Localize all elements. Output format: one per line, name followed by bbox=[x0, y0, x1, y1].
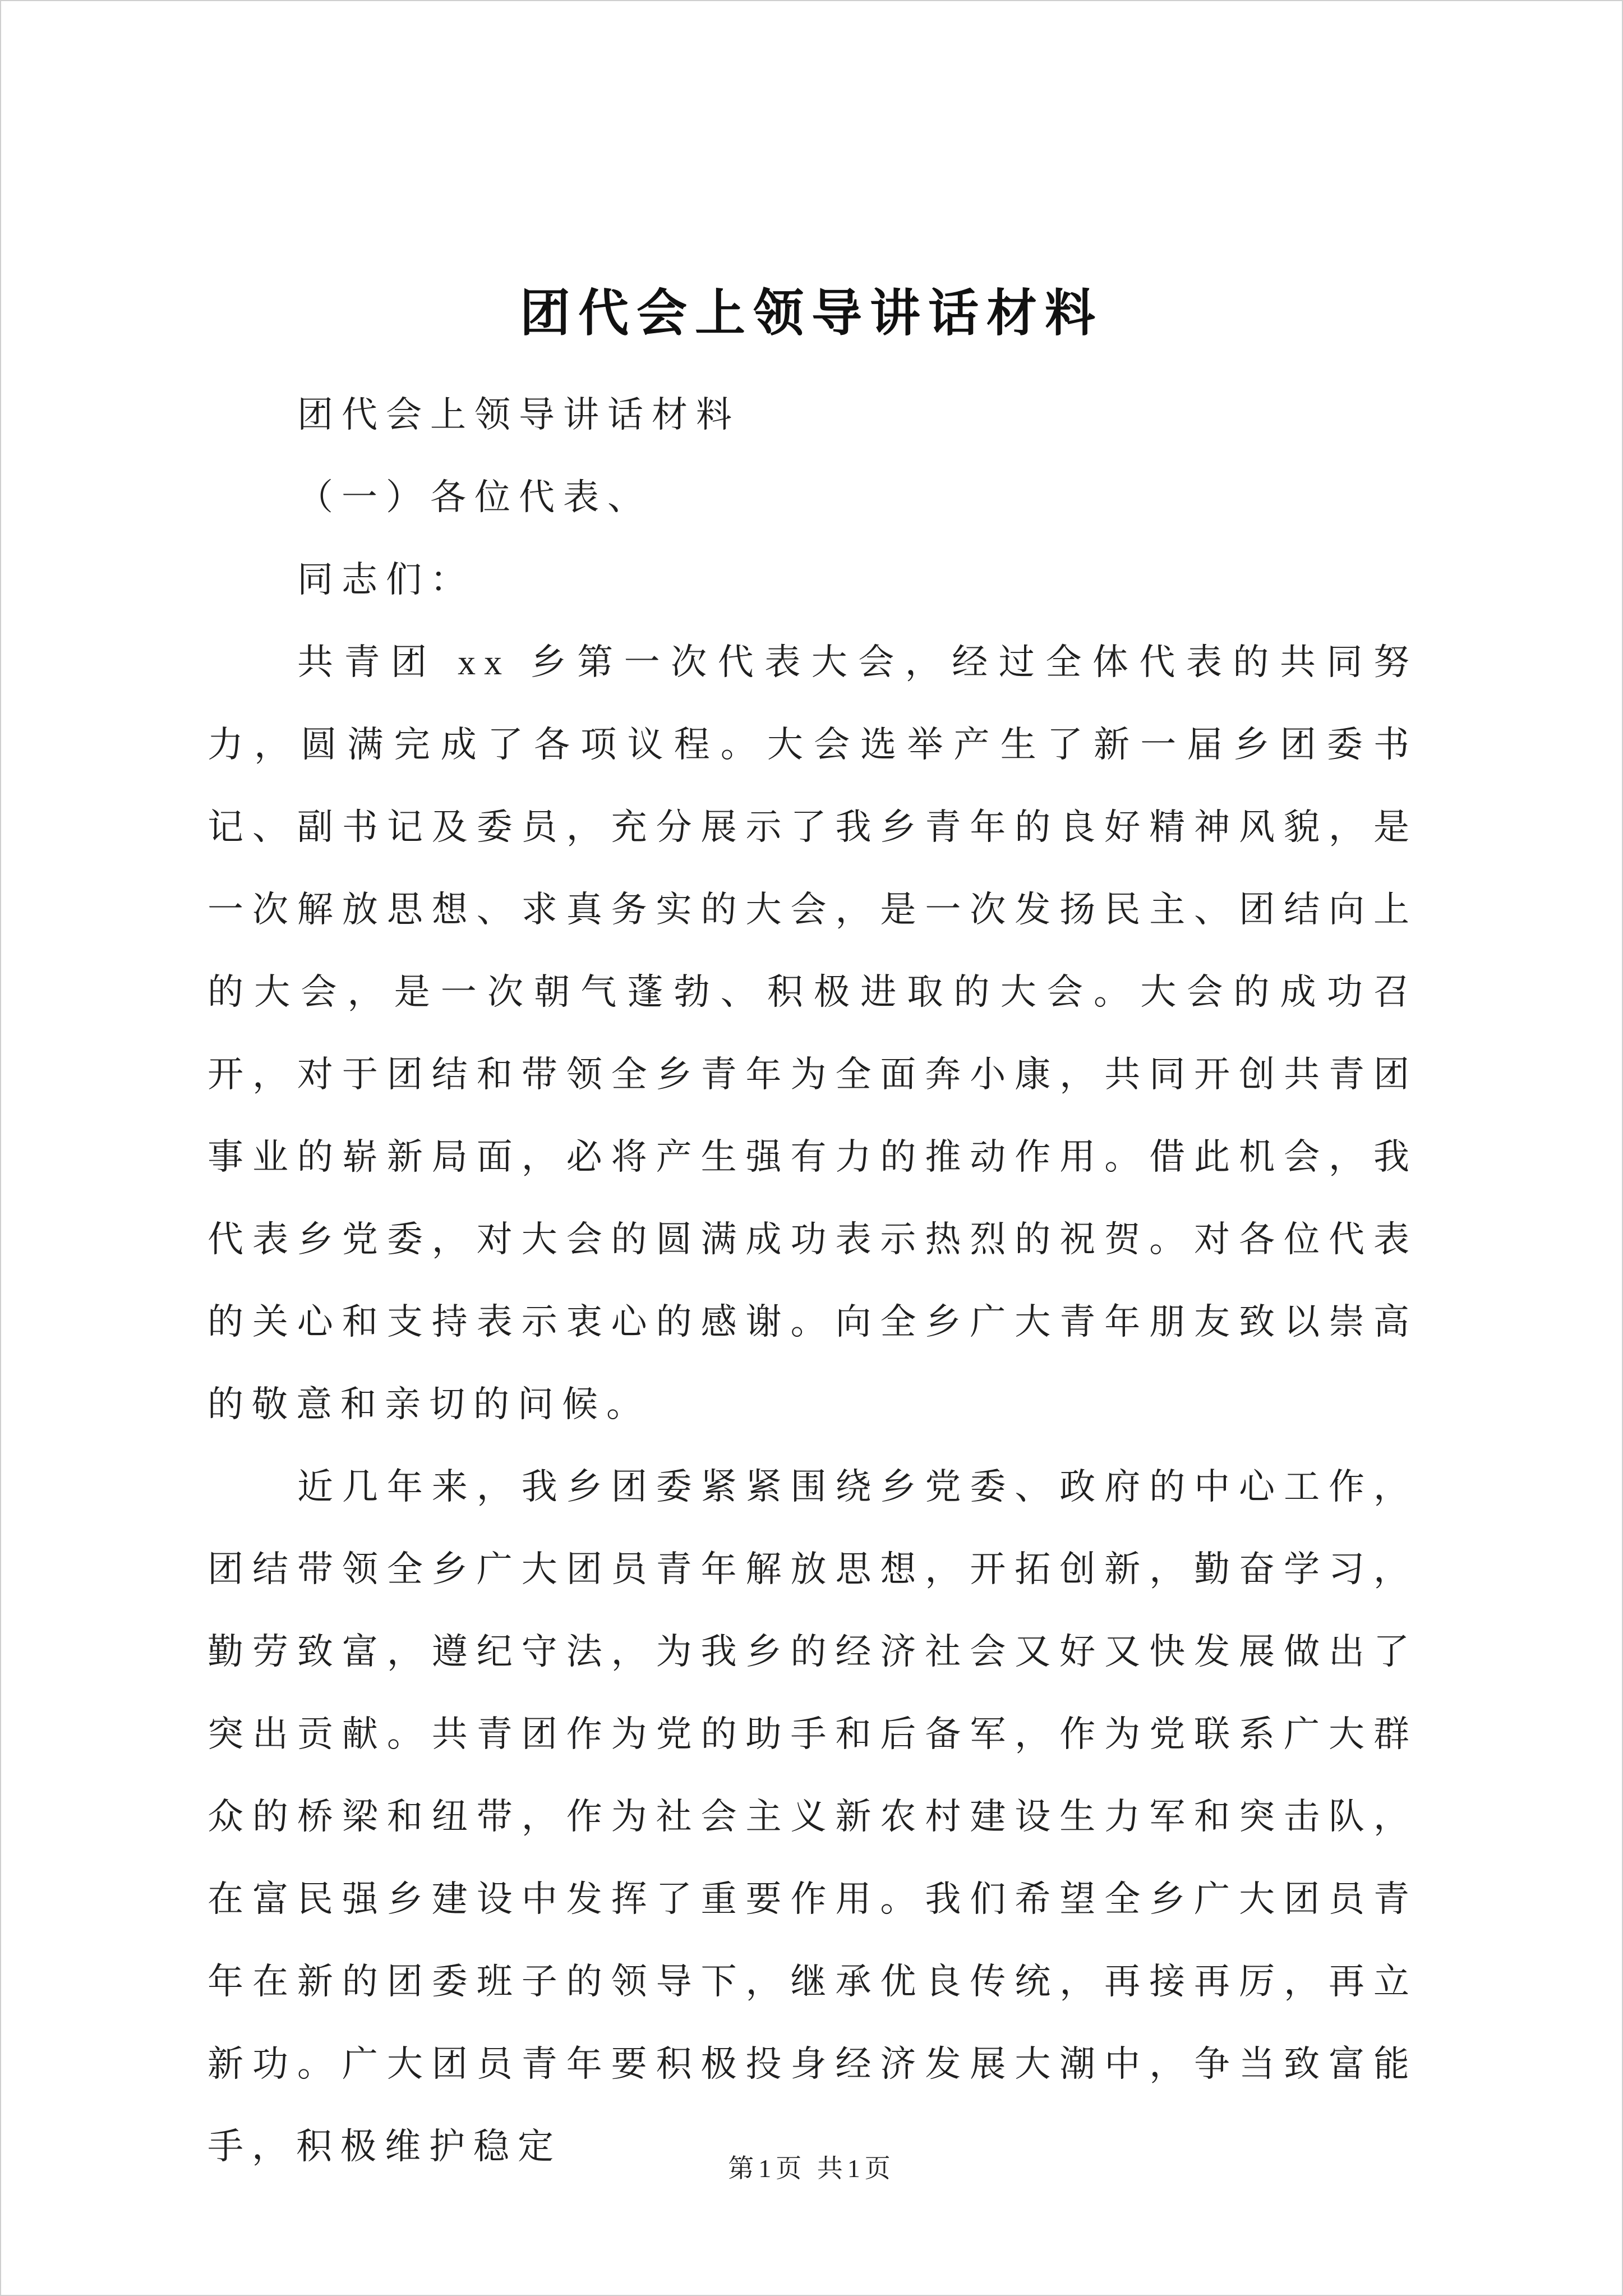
paragraph: 同志们： bbox=[297, 560, 474, 600]
paragraph: （一）各位代表、 bbox=[297, 477, 652, 517]
page-footer bbox=[1, 2148, 1622, 2185]
page-number: 第1页 共1页 bbox=[728, 2154, 895, 2183]
paragraph: 共青团 xx 乡第一次代表大会，经过全体代表的共同努力，圆满完成了各项议程。大会选举产生了新一届乡团委书记、副书记及委员，充分展示了我乡青年的良好精神风貌，是一次解放思想、求真务实的大会，是一次发扬民主、团结向上的大会，是一次朝气蓬勃、积极进取的大会。大会的成功召开，对于团结和带领全乡青年为全面奔小康，共同开创共青团事业的崭新局面，必将产生强有力的推动作用。借此机会，我代表乡党委，对大会的圆满成功表示热烈的祝贺。对各位代表的关心和支持表示衷心的感谢。向全乡广大青年朋友致以崇高的敬意和亲切的问候。 bbox=[208, 642, 1418, 1424]
paragraph: 团代会上领导讲话材料 bbox=[297, 395, 740, 435]
paragraph: 近几年来，我乡团委紧紧围绕乡党委、政府的中心工作，团结带领全乡广大团员青年解放思想，开拓创新，勤奋学习，勤劳致富，遵纪守法，为我乡的经济社会又好又快发展做出了突出贡献。共青团作为党的助手和后备军，作为党联系广大群众的桥梁和纽带，作为社会主义新农村建设生力军和突击队，在富民强乡建设中发挥了重要作用。我们希望全乡广大团员青年在新的团委班子的领导下，继承优良传统，再接再厉，再立新功。广大团员青年要积极投身经济发展大潮中，争当致富能手，积极维护稳定 bbox=[208, 1467, 1418, 2166]
document-body bbox=[208, 374, 1418, 2188]
document-title: 团代会上领导讲话材料 bbox=[520, 286, 1103, 342]
